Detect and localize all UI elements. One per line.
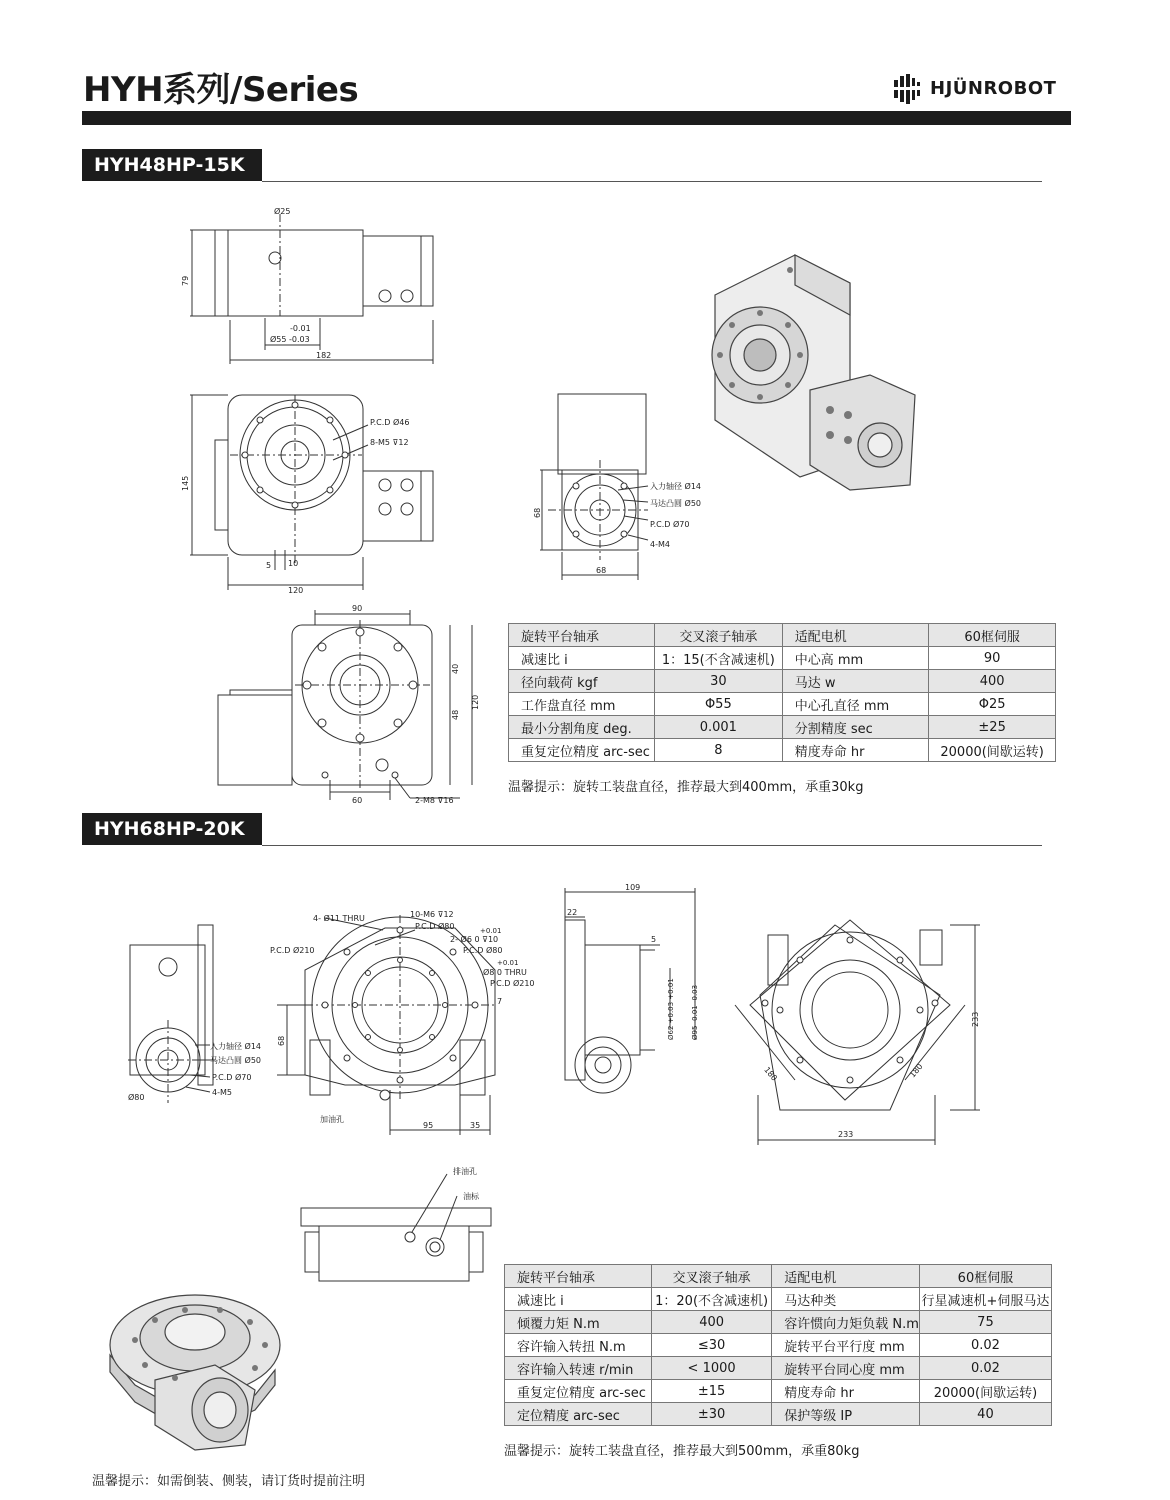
table-cell: 行星减速机+伺服马达 xyxy=(919,1288,1051,1311)
table-row xyxy=(509,693,1056,716)
dim2-d180b: 180 xyxy=(907,1061,925,1080)
dim2-boss50: 马达凸圆 Ø50 xyxy=(210,1056,262,1065)
hyh68-front-elevation-drawing xyxy=(295,1160,495,1290)
dim-h145: 145 xyxy=(181,475,190,491)
table-cell: 中心高 mm xyxy=(782,647,929,670)
hyh48-front-view-drawing xyxy=(170,385,450,600)
table-row xyxy=(509,647,1056,670)
dim-h79: 79 xyxy=(181,275,190,286)
dim2-d62: Ø62 +0.03 +0.01 xyxy=(667,978,675,1040)
dim2-w233: 233 xyxy=(838,1130,854,1139)
dim-pcd70: P.C.D Ø70 xyxy=(650,520,690,529)
table-cell: 适配电机 xyxy=(782,624,929,647)
dim2-m6: 10-M6 ⊽12 xyxy=(410,910,454,919)
table-cell: 精度寿命 hr xyxy=(772,1380,920,1403)
dim2-d80: Ø80 xyxy=(128,1093,145,1102)
brand-name: HJÜNROBOT xyxy=(930,78,1057,99)
dim2-tol8a: +0.01 xyxy=(497,959,519,967)
dim-m5: 8-M5 ⊽12 xyxy=(370,438,409,447)
table-row xyxy=(505,1403,1052,1426)
dim2-pcd80a: P.C.D Ø80 xyxy=(415,922,455,931)
table-cell: ±30 xyxy=(651,1403,771,1426)
table-cell: Φ25 xyxy=(929,693,1056,716)
dim-tol: -0.01 xyxy=(290,324,311,333)
table-cell: 减速比 i xyxy=(509,647,655,670)
dim-shaft14: 入力轴径 Ø14 xyxy=(650,482,702,491)
table-cell: 马达 w xyxy=(782,670,929,693)
hyh48-top-view-drawing xyxy=(170,200,450,370)
dim-h120: 120 xyxy=(471,694,480,710)
dim2-d180a: 180 xyxy=(762,1065,779,1083)
dim-w120: 120 xyxy=(288,586,304,595)
hyh48-spec-table xyxy=(508,623,1056,762)
table-cell: 容许惯向力矩负载 N.m xyxy=(772,1311,920,1334)
table-row xyxy=(505,1334,1052,1357)
dim-m4: 4-M4 xyxy=(650,540,670,549)
dim-pcd46: P.C.D Ø46 xyxy=(370,418,410,427)
table-cell: 20000(间歇运转) xyxy=(919,1380,1051,1403)
table-cell: 60框伺服 xyxy=(919,1265,1051,1288)
footer-note: 温馨提示：如需倒装、侧装，请订货时提前注明 xyxy=(92,1474,366,1489)
hyh68-spec-table-body xyxy=(505,1265,1052,1426)
dim2-shaft14: 入力轴径 Ø14 xyxy=(210,1042,262,1051)
hyh48-isometric-image xyxy=(700,245,930,495)
dim2-h68: 68 xyxy=(277,1035,286,1046)
table-row xyxy=(509,716,1056,739)
dim-h48: 48 xyxy=(451,709,460,720)
hyh68-left-view-drawing xyxy=(120,915,280,1115)
hyh68-bottom-view-drawing xyxy=(720,915,990,1150)
hjunrobot-logo-icon xyxy=(890,72,924,106)
dim-w60: 60 xyxy=(352,796,363,805)
table-cell: 旋转平台轴承 xyxy=(505,1265,652,1288)
dim2-thru11: 4- Ø11 THRU xyxy=(313,914,365,923)
table-row xyxy=(509,739,1056,762)
hyh48-note: 温馨提示：旋转工装盘直径，推荐最大到400mm，承重30kg xyxy=(508,780,864,795)
table-cell: 1：20(不含减速机) xyxy=(651,1288,771,1311)
page-title: HYH系列/Series xyxy=(83,70,359,110)
table-cell: 75 xyxy=(919,1311,1051,1334)
table-cell: 适配电机 xyxy=(772,1265,920,1288)
table-cell: 0.02 xyxy=(919,1357,1051,1380)
dim2-pcd210a: P.C.D Ø210 xyxy=(270,946,315,955)
dim2-w22: 22 xyxy=(567,908,578,917)
dim2-oil-drain: 排油孔 xyxy=(453,1167,477,1176)
table-cell: 重复定位精度 arc-sec xyxy=(509,739,655,762)
table-cell: Φ55 xyxy=(654,693,782,716)
section-2-divider xyxy=(262,845,1042,846)
table-cell: 交叉滚子轴承 xyxy=(651,1265,771,1288)
dim2-w109: 109 xyxy=(625,883,641,892)
header-bar xyxy=(82,111,1071,125)
table-cell: 定位精度 arc-sec xyxy=(505,1403,652,1426)
dim2-pcd210b: P.C.D Ø210 xyxy=(490,979,535,988)
table-cell: 分割精度 sec xyxy=(782,716,929,739)
table-cell: 中心孔直径 mm xyxy=(782,693,929,716)
dim2-w95: 95 xyxy=(423,1121,434,1130)
table-cell: 工作盘直径 mm xyxy=(509,693,655,716)
table-cell: 保护等级 IP xyxy=(772,1403,920,1426)
dim2-h233: 233 xyxy=(971,1011,980,1027)
table-cell: 1：15(不含减速机) xyxy=(654,647,782,670)
hyh68-spec-table xyxy=(504,1264,1052,1426)
dim2-d8: Ø8 0 THRU xyxy=(483,968,527,977)
dim-m8: 2-M8 ⊽16 xyxy=(415,796,454,805)
table-row xyxy=(505,1311,1052,1334)
dim-h40: 40 xyxy=(451,663,460,674)
table-cell: 减速比 i xyxy=(505,1288,652,1311)
dim-w68-side: 68 xyxy=(596,566,607,575)
table-cell: 400 xyxy=(929,670,1056,693)
table-row xyxy=(505,1288,1052,1311)
dim2-oil-fill: 加油孔 xyxy=(320,1115,344,1124)
section-1-title: HYH48HP-15K xyxy=(82,149,262,181)
table-cell: 旋转平台平行度 mm xyxy=(772,1334,920,1357)
table-cell: 0.02 xyxy=(919,1334,1051,1357)
table-row xyxy=(505,1357,1052,1380)
dim2-w5: 5 xyxy=(651,935,657,944)
table-cell: 倾覆力矩 N.m xyxy=(505,1311,652,1334)
table-cell: 20000(间歇运转) xyxy=(929,739,1056,762)
dim2-d6: 2- Ø6 0 ⊽10 xyxy=(450,935,499,944)
hyh48-bottom-view-drawing xyxy=(210,600,490,810)
table-cell: 精度寿命 hr xyxy=(782,739,929,762)
table-cell: < 1000 xyxy=(651,1357,771,1380)
table-cell: ≤30 xyxy=(651,1334,771,1357)
table-row xyxy=(505,1265,1052,1288)
dim2-d7: 7 xyxy=(497,997,503,1006)
brand-logo xyxy=(890,72,1080,106)
table-cell: 交叉滚子轴承 xyxy=(654,624,782,647)
dim-d55: Ø55 -0.03 xyxy=(270,335,310,344)
table-row xyxy=(509,670,1056,693)
table-cell: 40 xyxy=(919,1403,1051,1426)
dim2-d95: Ø95 -0.01 -0.03 xyxy=(691,984,699,1040)
table-cell: 重复定位精度 arc-sec xyxy=(505,1380,652,1403)
section-2-title: HYH68HP-20K xyxy=(82,813,262,845)
dim2-pcd80b: P.C.D Ø80 xyxy=(463,946,503,955)
hyh68-section-view-drawing xyxy=(555,880,725,1130)
dim-d5: 5 xyxy=(266,561,272,570)
dim2-pcd70: P.C.D Ø70 xyxy=(212,1073,252,1082)
dim2-m5: 4-M5 xyxy=(212,1088,232,1097)
table-cell: 径向载荷 kgf xyxy=(509,670,655,693)
table-cell: 旋转平台同心度 mm xyxy=(772,1357,920,1380)
table-cell: 容许输入转扭 N.m xyxy=(505,1334,652,1357)
table-row xyxy=(509,624,1056,647)
table-cell: 30 xyxy=(654,670,782,693)
dim-d10: 10 xyxy=(288,559,299,568)
section-1-divider xyxy=(262,181,1042,182)
table-cell: ±25 xyxy=(929,716,1056,739)
dim2-tol6a: +0.01 xyxy=(480,927,502,935)
hyh68-note: 温馨提示：旋转工装盘直径，推荐最大到500mm，承重80kg xyxy=(504,1444,860,1459)
dim-w182: 182 xyxy=(316,351,332,360)
table-cell: 最小分割角度 deg. xyxy=(509,716,655,739)
table-cell: 8 xyxy=(654,739,782,762)
dim-h68-side: 68 xyxy=(533,507,542,518)
dim2-w35: 35 xyxy=(470,1121,481,1130)
hyh68-isometric-image xyxy=(95,1270,295,1455)
table-row xyxy=(505,1380,1052,1403)
table-cell: 400 xyxy=(651,1311,771,1334)
table-cell: 90 xyxy=(929,647,1056,670)
hyh48-spec-table-body xyxy=(509,624,1056,762)
table-cell: 0.001 xyxy=(654,716,782,739)
table-cell: 60框伺服 xyxy=(929,624,1056,647)
dim-w90: 90 xyxy=(352,604,363,613)
dim-boss50: 马达凸圆 Ø50 xyxy=(650,499,702,508)
hyh68-top-view-drawing xyxy=(265,900,565,1140)
table-cell: 马达种类 xyxy=(772,1288,920,1311)
dim2-oil-gauge: 油标 xyxy=(463,1192,479,1201)
hyh48-side-view-drawing xyxy=(528,390,718,580)
table-cell: ±15 xyxy=(651,1380,771,1403)
table-cell: 容许输入转速 r/min xyxy=(505,1357,652,1380)
table-cell: 旋转平台轴承 xyxy=(509,624,655,647)
dim-d25: Ø25 xyxy=(274,207,291,216)
